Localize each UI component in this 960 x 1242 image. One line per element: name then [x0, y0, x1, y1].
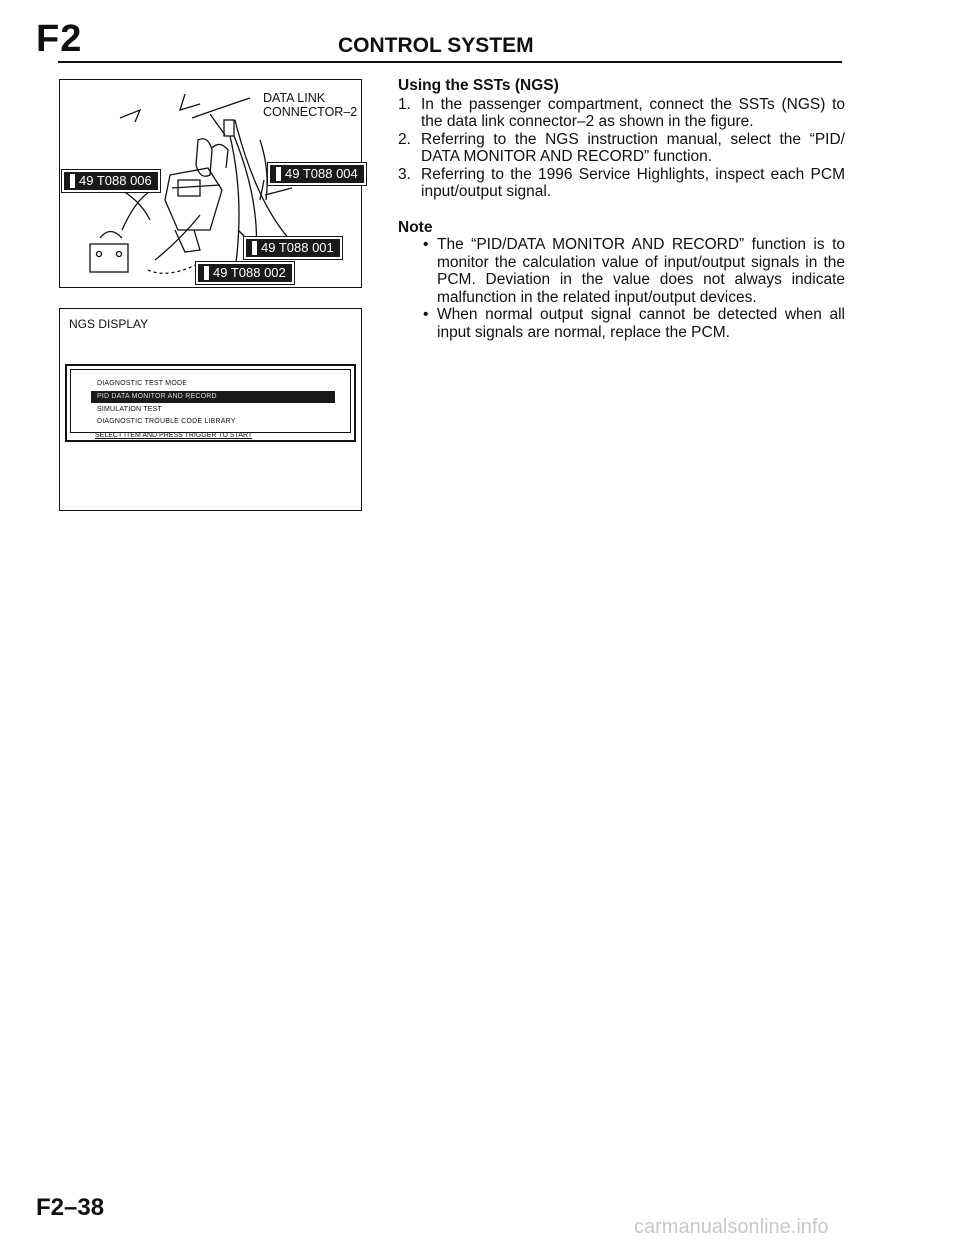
connector-label-line1: DATA LINK: [263, 91, 326, 105]
tool-tag-001: [244, 237, 342, 259]
ngs-menu-box: [70, 369, 351, 433]
bullet-icon: •: [423, 236, 429, 253]
watermark: carmanualsonline.info: [634, 1216, 829, 1238]
tool-tag-label: 49 T088 002: [213, 265, 286, 280]
menu-item-pid-data-monitor: PID DATA MONITOR AND RECORD: [97, 393, 217, 400]
tool-tag-label: 49 T088 004: [285, 166, 358, 181]
tool-tag-label: 49 T088 006: [79, 173, 152, 188]
section-code: F2: [36, 18, 83, 60]
step-item: [398, 131, 845, 166]
tool-tag-002: [196, 262, 294, 284]
step-number: 1.: [398, 95, 411, 113]
step-item: [398, 96, 845, 131]
page-title: CONTROL SYSTEM: [338, 34, 534, 57]
step-text: In the passenger compartment, connect the SSTs (NGS) to the data link connector–2 as shown in the figure.: [421, 95, 845, 130]
step-item: [398, 166, 845, 201]
step-text: Referring to the 1996 Service Highlights, inspect each PCM input/output signal.: [421, 165, 845, 200]
note-text: The “PID/DATA MONITOR AND RECORD” function is to monitor the calculation value of input/output signals in the PCM. Deviation in the value does not always indicate malfunction in the related input/output devices.: [437, 236, 845, 306]
tool-tag-label: 49 T088 001: [261, 240, 334, 255]
step-number: 3.: [398, 165, 411, 183]
tool-tag-006: [62, 170, 160, 192]
note-text: When normal output signal cannot be detected when all input signals are normal, replace the PCM.: [437, 306, 845, 341]
connector-label-line2: CONNECTOR–2: [263, 105, 358, 119]
menu-item-diagnostic-test-mode: DIAGNOSTIC TEST MODE: [97, 380, 188, 387]
ngs-display-label: NGS DISPLAY: [69, 317, 149, 331]
connector-label: [263, 91, 357, 119]
ngs-display-figure: [59, 308, 362, 511]
note-item: [398, 306, 845, 341]
connection-figure: [59, 79, 362, 288]
page-number: F2–38: [36, 1194, 105, 1221]
menu-item-simulation-test: SIMULATION TEST: [97, 406, 162, 413]
note-heading: Note: [398, 218, 433, 236]
header-rule: [58, 61, 842, 63]
ngs-prompt: SELECT ITEM AND PRESS TRIGGER TO START: [95, 432, 253, 439]
notes-list: [398, 236, 845, 341]
steps-list: [398, 96, 845, 201]
bullet-icon: •: [423, 306, 429, 323]
ngs-screen: [65, 364, 356, 442]
tool-tag-004: [268, 163, 366, 185]
section-heading: Using the SSTs (NGS): [398, 77, 559, 94]
menu-item-dtc-library: DIAGNOSTIC TROUBLE CODE LIBRARY: [97, 418, 236, 425]
instructions: [398, 77, 845, 341]
step-number: 2.: [398, 130, 411, 148]
step-text: Referring to the NGS instruction manual, select the “PID/ DATA MONITOR AND RECORD” function.: [421, 130, 845, 165]
note-item: [398, 236, 845, 306]
